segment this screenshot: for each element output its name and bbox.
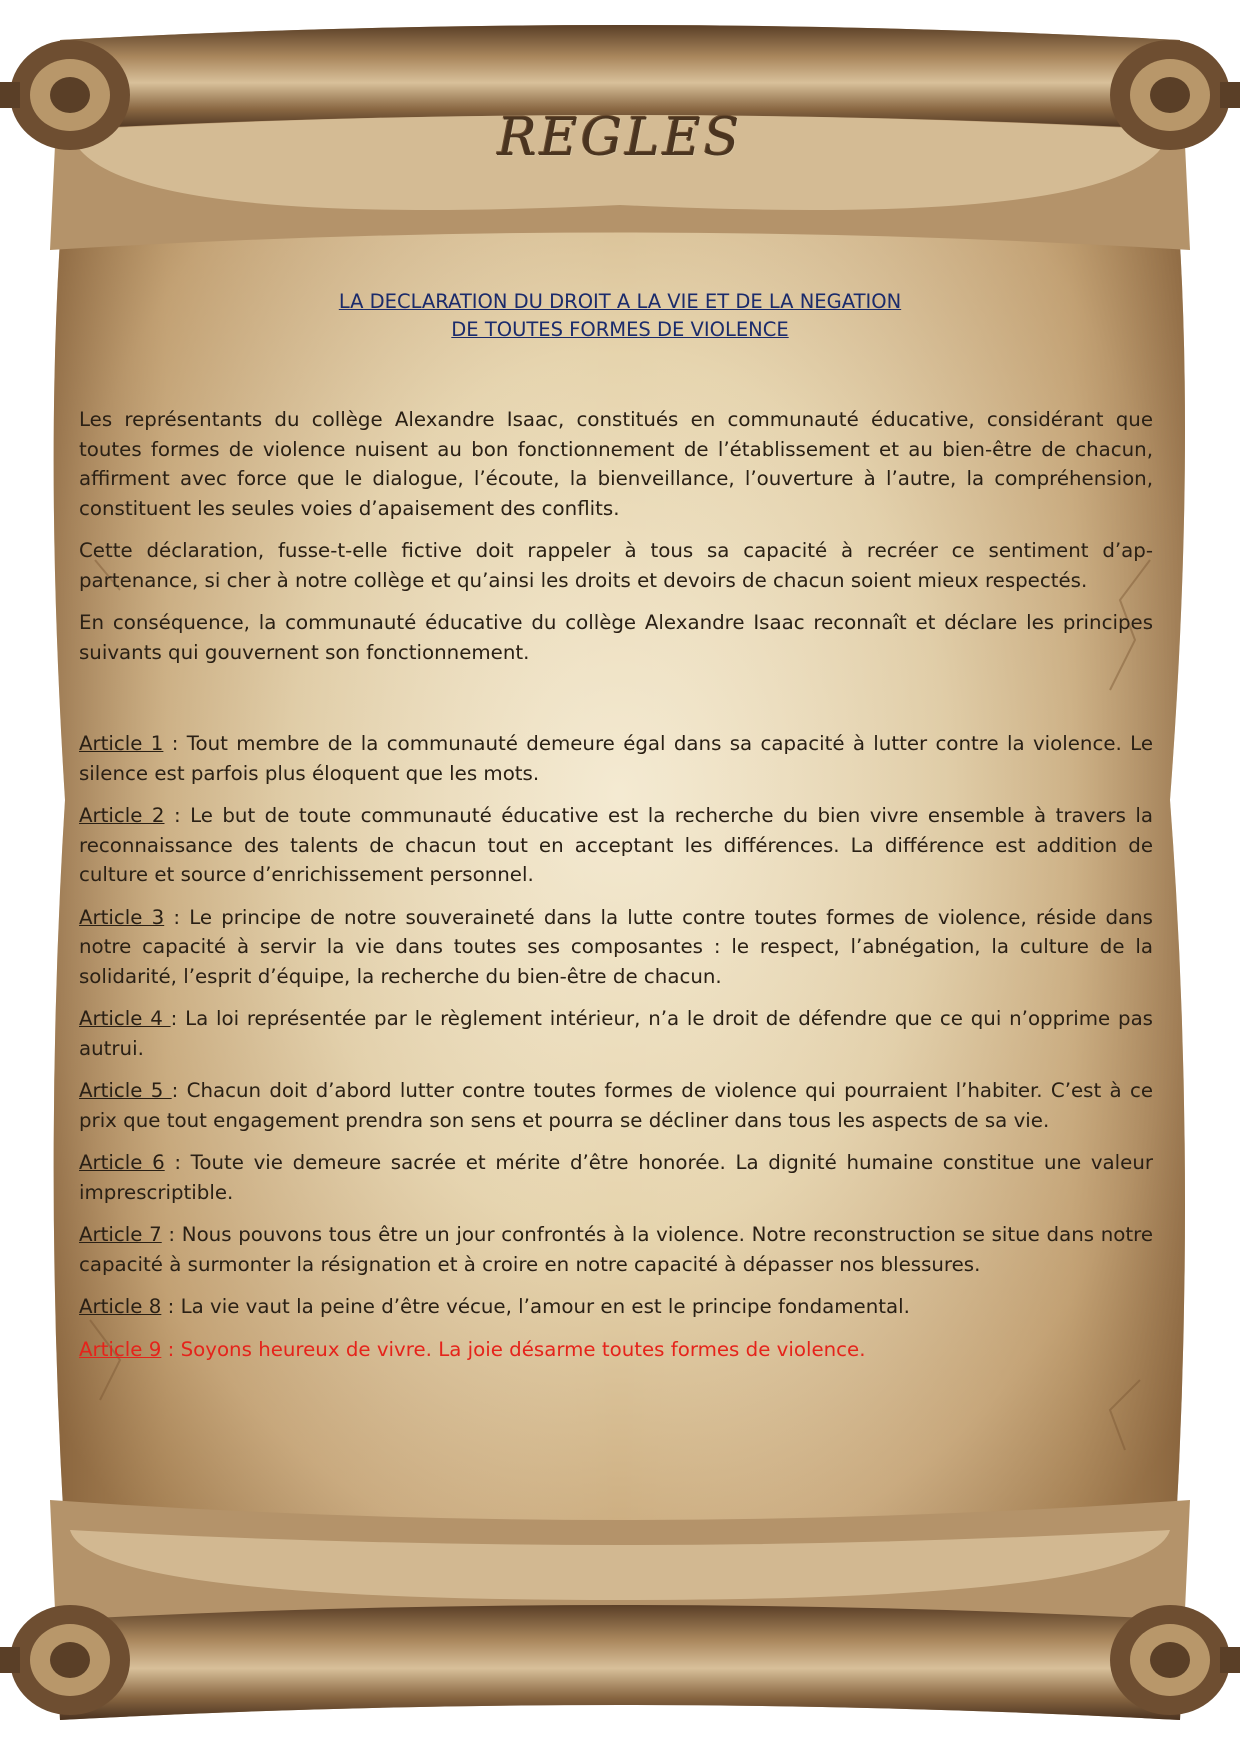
article-6: [79, 1148, 1153, 1207]
article-5: [79, 1076, 1153, 1135]
article-separator: :: [164, 1151, 191, 1174]
article-separator: :: [161, 1223, 182, 1246]
article-text: Soyons heureux de vivre. La joie désarme toutes formes de violence.: [180, 1337, 866, 1361]
article-text: Tout membre de la communauté demeure égal dans sa capacité à lutter contre la violence. Le silence est parfois plus éloquent que les mots.: [79, 732, 1153, 785]
article-text: La vie vaut la peine d’être vécue, l’amour en est le principe fondamental.: [180, 1295, 910, 1318]
article-text: Toute vie demeure sacrée et mérite d’être honorée. La dignité humaine constitue une valeur imprescriptible.: [79, 1151, 1153, 1204]
article-separator: :: [170, 1007, 186, 1030]
article-separator: :: [164, 804, 191, 827]
article-separator: :: [163, 732, 187, 755]
page-heading: REGLES: [497, 108, 743, 168]
bottom-scroll-roll: [0, 1500, 1240, 1720]
declaration-title-line2: DE TOUTES FORMES DE VIOLENCE: [451, 318, 789, 341]
article-label: Article 4: [79, 1007, 171, 1030]
article-label: Article 8: [79, 1295, 162, 1318]
article-label: Article 3: [79, 905, 165, 929]
article-text: Le principe de notre souveraineté dans la lutte contre toutes formes de violence, réside dans notre capacité à servir la vie dans toutes ses composantes : le respect, l’abnégation, la culture de la solidarité, l’esprit d’équipe, la recherche du bien-être de chacun.: [79, 905, 1153, 988]
article-text: Nous pouvons tous être un jour confrontés à la violence. Notre reconstruction se situe dans notre capacité à surmonter la résignation et à croire en notre capacité à dépasser nos blessures.: [79, 1223, 1153, 1276]
article-separator: :: [171, 1079, 187, 1102]
article-text: Le but de toute communauté éducative est la recherche du bien vivre ensemble à travers la reconnaissance des talents de chacun tout en acceptant les différences. La différence est addition de culture et source d’enrichissement personnel.: [79, 804, 1153, 886]
section-spacer: [79, 680, 1153, 729]
article-separator: :: [161, 1337, 181, 1361]
article-7: [79, 1220, 1153, 1279]
article-separator: :: [164, 905, 190, 929]
declaration-title: [200, 288, 1040, 344]
preamble-paragraph: Les représentants du collège Alexandre Isaac, constitués en communauté éducative, considérant que toutes formes de violence nuisent au bon fonctionnement de l’établissement et au bien-être de chacun, affirment avec force que le dialogue, l’écoute, la bienveillance, l’ouverture à l’autre, la compréhension, constituent les seules voies d’apaisement des conflits.: [79, 408, 1153, 520]
preamble-paragraph: Cette déclaration, fusse-t-elle fictive doit rappeler à tous sa capacité à recréer ce sentiment d’appartenance, si cher à notre collège et qu’ainsi les droits et devoirs de chacun soient mieux respectés.: [79, 539, 1153, 592]
article-label: Article 2: [79, 804, 165, 827]
article-label: Article 5: [79, 1079, 172, 1102]
article-2: [79, 801, 1153, 890]
declaration-title-line1: LA DECLARATION DU DROIT A LA VIE ET DE LA NEGATION: [338, 290, 902, 313]
article-label: Article 9: [79, 1337, 162, 1361]
article-text: La loi représentée par le règlement intérieur, n’a le droit de défendre que ce qui n’opprime pas autrui.: [79, 1007, 1153, 1060]
article-8: [79, 1292, 1153, 1322]
declaration-body: [79, 405, 1153, 1377]
article-label: Article 1: [79, 732, 164, 755]
article-1: [79, 729, 1153, 788]
preamble-paragraph: En conséquence, la communauté éducative du collège Alexandre Isaac reconnaît et déclare les principes suivants qui gouvernent son fonctionnement.: [79, 611, 1153, 664]
article-label: Article 7: [79, 1223, 162, 1246]
article-3: [79, 903, 1153, 992]
article-label: Article 6: [79, 1151, 165, 1174]
article-text: Chacun doit d’abord lutter contre toutes formes de violence qui pourraient l’habiter. C’est à ce prix que tout engagement prendra son sens et pourra se décliner dans tous les aspects de sa vie.: [79, 1079, 1154, 1132]
article-separator: :: [161, 1295, 181, 1318]
article-4: [79, 1004, 1153, 1063]
article-9: [79, 1335, 1153, 1365]
